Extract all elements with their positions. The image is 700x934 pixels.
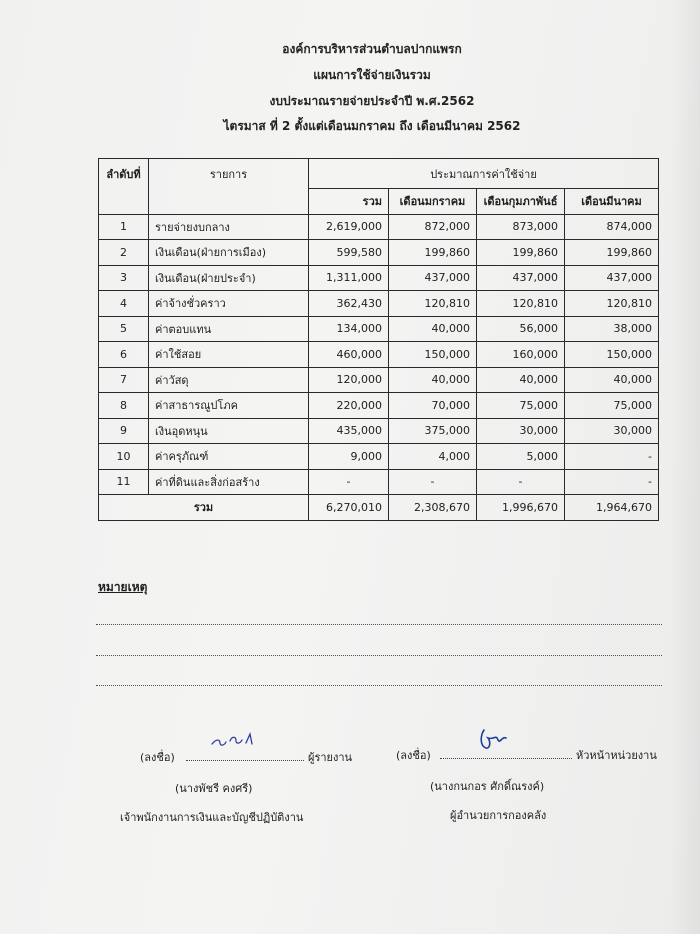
- row-number: 7: [99, 367, 149, 393]
- row-jan: 872,000: [389, 214, 477, 240]
- table-row: [99, 444, 659, 470]
- row-jan: 40,000: [389, 316, 477, 342]
- row-mar: 437,000: [565, 265, 659, 291]
- col-header-group: ประมาณการค่าใช้จ่าย: [309, 159, 659, 189]
- col-header-index: ลำดับที่: [99, 159, 149, 215]
- row-number: 4: [99, 291, 149, 317]
- row-item: รายจ่ายงบกลาง: [149, 214, 309, 240]
- left-sign-prefix: (ลงชื่อ): [140, 751, 175, 764]
- row-item: ค่าวัสดุ: [149, 367, 309, 393]
- row-mar: 75,000: [565, 393, 659, 419]
- row-mar: 150,000: [565, 342, 659, 368]
- remarks-label: หมายเหตุ: [98, 580, 148, 594]
- row-feb: 5,000: [477, 444, 565, 470]
- table-row: [99, 240, 659, 266]
- row-number: 5: [99, 316, 149, 342]
- row-item: ค่าที่ดินและสิ่งก่อสร้าง: [149, 469, 309, 495]
- row-total: 120,000: [309, 367, 389, 393]
- row-feb: 160,000: [477, 342, 565, 368]
- row-jan: 375,000: [389, 418, 477, 444]
- remarks-line: [96, 655, 662, 656]
- col-header-item: รายการ: [149, 159, 309, 215]
- right-signer-name: (นางกนกอร ศักดิ์ณรงค์): [430, 780, 545, 793]
- table-row: [99, 367, 659, 393]
- row-item: ค่าสาธารณูปโภค: [149, 393, 309, 419]
- row-item: ค่าใช้สอย: [149, 342, 309, 368]
- row-feb: 56,000: [477, 316, 565, 342]
- row-total: 435,000: [309, 418, 389, 444]
- row-mar: 199,860: [565, 240, 659, 266]
- row-feb: 873,000: [477, 214, 565, 240]
- row-jan: 199,860: [389, 240, 477, 266]
- right-sign-line: [440, 758, 572, 759]
- document-title: แผนการใช้จ่ายเงินรวม: [313, 68, 431, 82]
- row-item: เงินอุดหนุน: [149, 418, 309, 444]
- grand-total: 6,270,010: [309, 495, 389, 521]
- row-mar: -: [565, 444, 659, 470]
- row-number: 10: [99, 444, 149, 470]
- total-jan: 2,308,670: [389, 495, 477, 521]
- row-item: เงินเดือน(ฝ่ายการเมือง): [149, 240, 309, 266]
- row-total: 134,000: [309, 316, 389, 342]
- row-number: 2: [99, 240, 149, 266]
- right-signer-position: ผู้อำนวยการกองคลัง: [450, 809, 547, 822]
- col-header-total: รวม: [309, 189, 389, 215]
- quarter-period: ไตรมาส ที่ 2 ตั้งแต่เดือนมกราคม ถึง เดือนมีนาคม 2562: [223, 119, 521, 133]
- row-mar: 38,000: [565, 316, 659, 342]
- table-row: [99, 316, 659, 342]
- row-item: ค่าครุภัณฑ์: [149, 444, 309, 470]
- table-row: [99, 342, 659, 368]
- total-row: [99, 495, 659, 521]
- row-jan: 70,000: [389, 393, 477, 419]
- budget-year: งบประมาณรายจ่ายประจำปี พ.ศ.2562: [269, 94, 475, 108]
- table-row: [99, 393, 659, 419]
- table-row: [99, 214, 659, 240]
- table-row: [99, 291, 659, 317]
- row-number: 6: [99, 342, 149, 368]
- col-header-mar: เดือนมีนาคม: [565, 189, 659, 215]
- col-header-jan: เดือนมกราคม: [389, 189, 477, 215]
- row-feb: 199,860: [477, 240, 565, 266]
- row-feb: 437,000: [477, 265, 565, 291]
- left-signer-position: เจ้าพนักงานการเงินและบัญชีปฏิบัติงาน: [120, 811, 304, 824]
- left-signer-name: (นางพัชรี คงศรี): [175, 782, 253, 795]
- row-jan: 40,000: [389, 367, 477, 393]
- budget-table: [98, 158, 659, 521]
- row-number: 8: [99, 393, 149, 419]
- row-mar: -: [565, 469, 659, 495]
- row-feb: 30,000: [477, 418, 565, 444]
- row-total: 460,000: [309, 342, 389, 368]
- page-shadow: [670, 0, 700, 934]
- row-mar: 874,000: [565, 214, 659, 240]
- row-total: 1,311,000: [309, 265, 389, 291]
- row-feb: -: [477, 469, 565, 495]
- row-total: 2,619,000: [309, 214, 389, 240]
- row-feb: 40,000: [477, 367, 565, 393]
- row-jan: 437,000: [389, 265, 477, 291]
- row-total: 599,580: [309, 240, 389, 266]
- row-total: 362,430: [309, 291, 389, 317]
- left-sign-role: ผู้รายงาน: [308, 751, 353, 764]
- right-handwritten-signature: [474, 726, 510, 754]
- left-handwritten-signature: [210, 730, 260, 752]
- row-total: -: [309, 469, 389, 495]
- row-number: 1: [99, 214, 149, 240]
- row-number: 9: [99, 418, 149, 444]
- row-total: 9,000: [309, 444, 389, 470]
- col-header-feb: เดือนกุมภาพันธ์: [477, 189, 565, 215]
- row-jan: -: [389, 469, 477, 495]
- row-mar: 120,810: [565, 291, 659, 317]
- row-jan: 150,000: [389, 342, 477, 368]
- row-item: เงินเดือน(ฝ่ายประจำ): [149, 265, 309, 291]
- remarks-line: [96, 685, 662, 686]
- org-name: องค์การบริหารส่วนตำบลปากแพรก: [282, 42, 462, 56]
- row-total: 220,000: [309, 393, 389, 419]
- row-number: 3: [99, 265, 149, 291]
- row-feb: 120,810: [477, 291, 565, 317]
- total-mar: 1,964,670: [565, 495, 659, 521]
- table-row: [99, 265, 659, 291]
- row-mar: 30,000: [565, 418, 659, 444]
- right-sign-prefix: (ลงชื่อ): [396, 749, 431, 762]
- total-feb: 1,996,670: [477, 495, 565, 521]
- row-mar: 40,000: [565, 367, 659, 393]
- row-item: ค่าจ้างชั่วคราว: [149, 291, 309, 317]
- row-item: ค่าตอบแทน: [149, 316, 309, 342]
- right-sign-role: หัวหน้าหน่วยงาน: [576, 749, 657, 762]
- row-jan: 120,810: [389, 291, 477, 317]
- left-sign-line: [186, 760, 304, 761]
- row-feb: 75,000: [477, 393, 565, 419]
- row-jan: 4,000: [389, 444, 477, 470]
- table-row: [99, 418, 659, 444]
- total-label: รวม: [99, 495, 309, 521]
- table-row: [99, 469, 659, 495]
- row-number: 11: [99, 469, 149, 495]
- remarks-line: [96, 624, 662, 625]
